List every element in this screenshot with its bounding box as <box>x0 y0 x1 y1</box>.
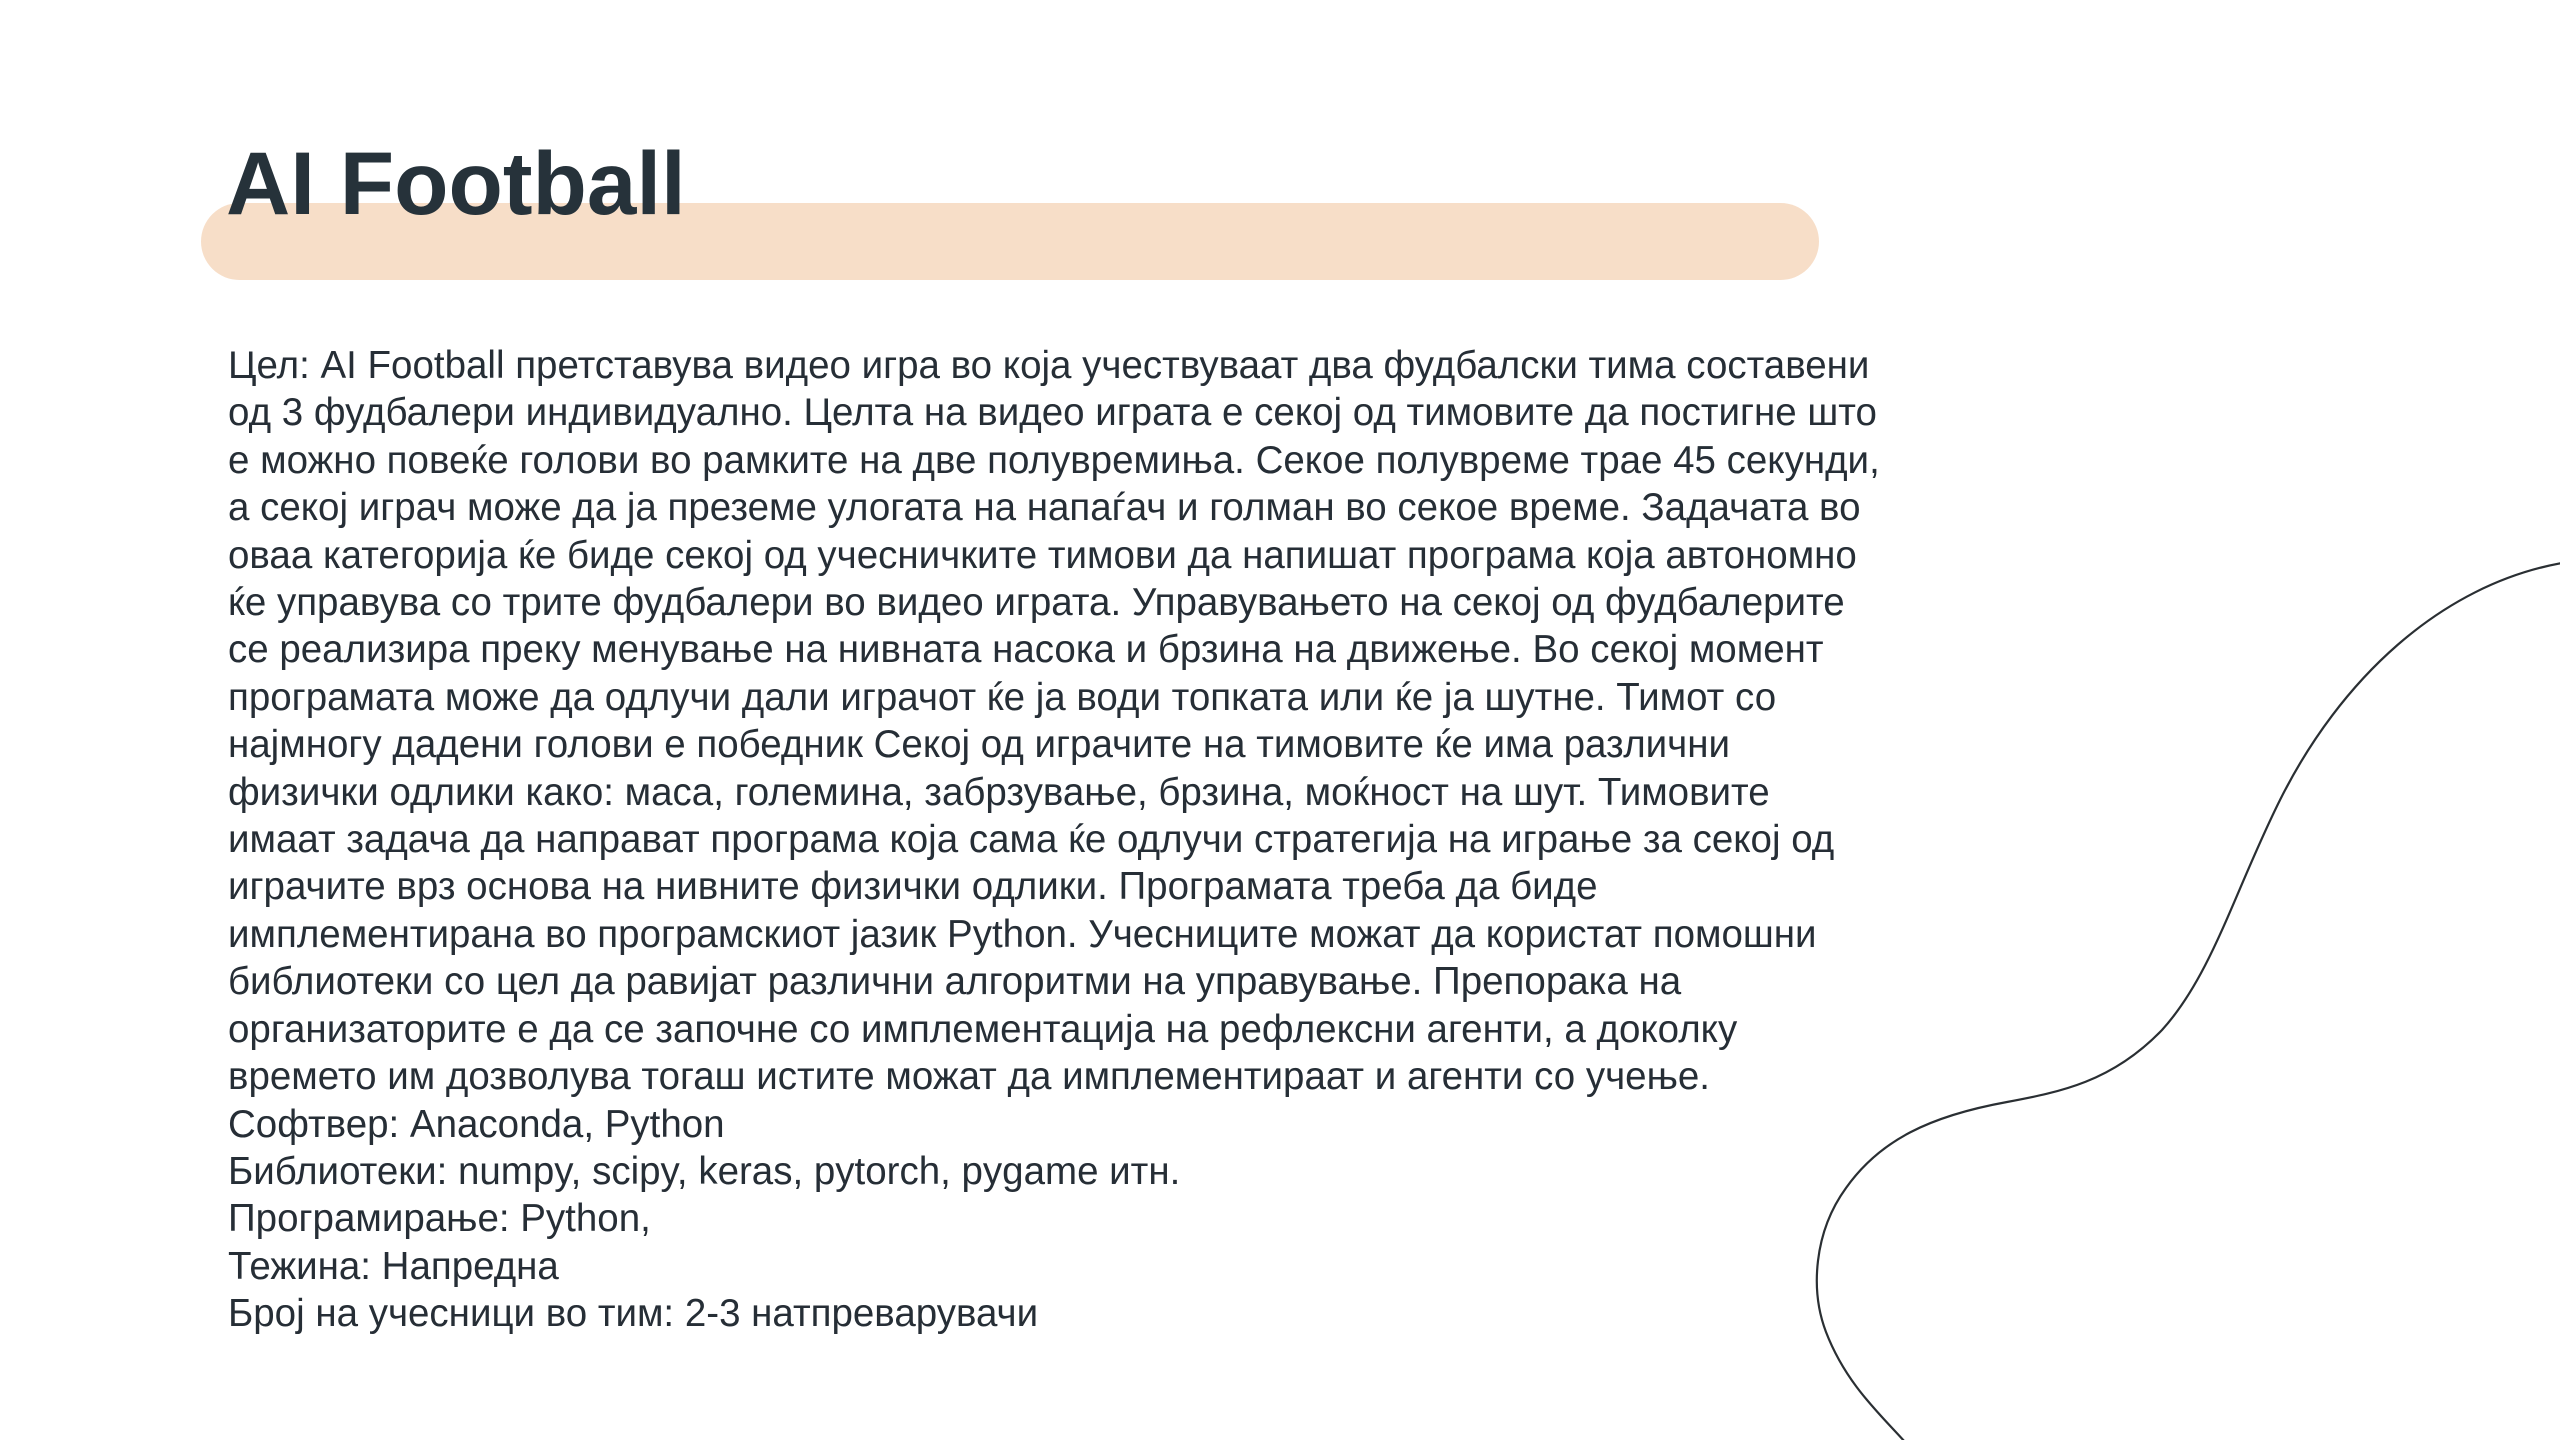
description-line: програмата може да одлучи дали играчот ќе ја води топката или ќе ја шутне. Тимот со <box>228 675 1777 719</box>
difficulty-detail: Тежина: Напредна <box>228 1244 559 1288</box>
description-line: се реализира преку менување на нивната насока и брзина на движење. Во секој момент <box>228 628 1824 672</box>
description-line: организаторите е да се започне со имплементација на рефлексни агенти, а доколку <box>228 1007 1738 1051</box>
team-size-detail: Број на учесници во тим: 2-3 натпреварувачи <box>228 1292 1039 1336</box>
libraries-detail: Библиотеки: numpy, scipy, keras, pytorch, pygame итн. <box>228 1149 1181 1193</box>
description-line: ќе управува со трите фудбалери во видео играта. Управувањето на секој од фудбалерите <box>228 581 1845 625</box>
description-line: библиотеки со цел да равијат различни алгоритми на управување. Препорака на <box>228 960 1682 1004</box>
description-line: а секој играч може да ја преземе улогата на напаѓач и голман во секое време. Задачата во <box>228 486 1861 530</box>
description-line: оваа категорија ќе биде секој од учесничките тимови да напишат програма која автономно <box>228 533 1857 577</box>
programming-detail: Програмирање: Python, <box>228 1197 651 1241</box>
description-line: физички одлики како: маса, големина, забрзување, брзина, моќност на шут. Тимовите <box>228 770 1770 814</box>
software-detail: Софтвер: Anaconda, Python <box>228 1102 725 1146</box>
slide-body <box>228 342 2008 1338</box>
description-line: имаат задача да направат програма која сама ќе одлучи стратегија на играње за секој од <box>228 818 1835 862</box>
description-line: времето им дозволува тогаш истите можат да имплементираат и агенти со учење. <box>228 1055 1710 1099</box>
description-line: Цел: AI Football претставува видео игра во која учествуваат два фудбалски тима составени <box>228 344 1870 387</box>
description-line: од 3 фудбалери индивидуално. Целта на видео играта е секој од тимовите да постигне што <box>228 391 1877 435</box>
description-line: играчите врз основа на нивните физички одлики. Програмата треба да биде <box>228 865 1598 909</box>
description-line: е можно повеќе голови во рамките на две полувремиња. Секое полувреме трае 45 секунди, <box>228 438 1880 482</box>
description-line: имплементирана во програмскиот јазик Python. Учесниците можат да користат помошни <box>228 912 1817 956</box>
description-line: најмногу дадени голови е победник Секој од играчите на тимовите ќе има различни <box>228 723 1731 767</box>
slide-title: AI Football <box>226 133 686 233</box>
